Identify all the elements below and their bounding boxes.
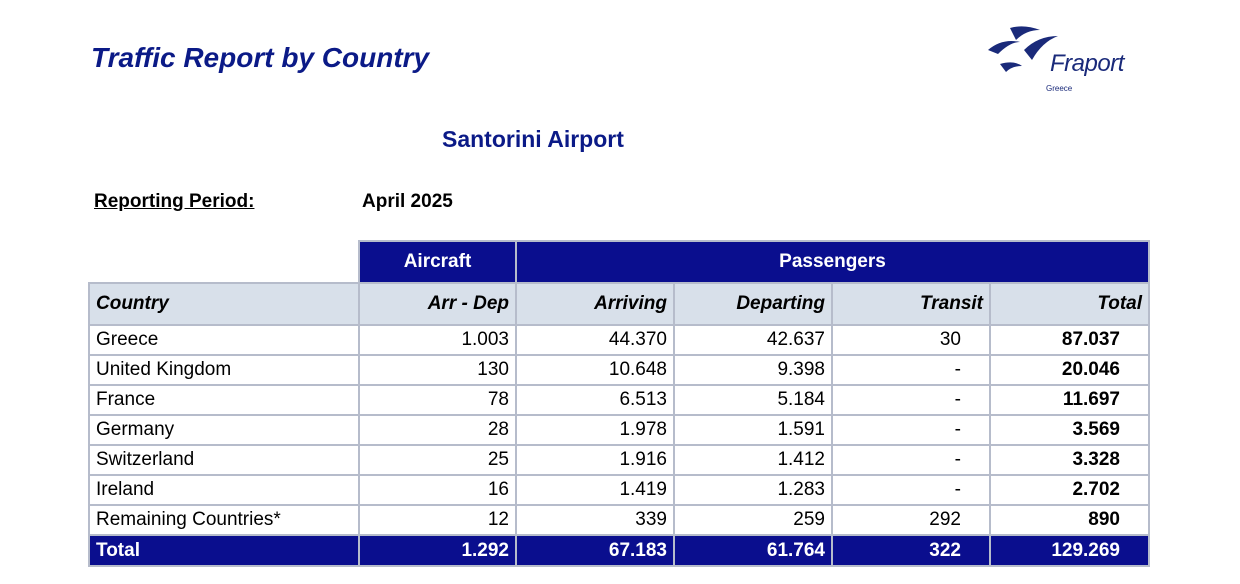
cell-transit: 292 xyxy=(832,505,990,535)
cell-country: Switzerland xyxy=(89,445,359,475)
total-total: 129.269 xyxy=(990,535,1149,566)
cell-country: Ireland xyxy=(89,475,359,505)
cell-country: Greece xyxy=(89,325,359,355)
cell-transit: - xyxy=(832,385,990,415)
traffic-table xyxy=(88,240,1148,561)
cell-arriving: 6.513 xyxy=(516,385,674,415)
cell-departing: 5.184 xyxy=(674,385,832,415)
cell-total: 11.697 xyxy=(990,385,1149,415)
cell-transit: 30 xyxy=(832,325,990,355)
group-header-passengers: Passengers xyxy=(516,241,1149,283)
total-arriving: 67.183 xyxy=(516,535,674,566)
fraport-logo xyxy=(980,20,1140,96)
table-group-header xyxy=(89,241,1149,283)
cell-arriving: 1.916 xyxy=(516,445,674,475)
cell-country: United Kingdom xyxy=(89,355,359,385)
report-title: Traffic Report by Country xyxy=(91,42,430,73)
cell-arriving: 44.370 xyxy=(516,325,674,355)
total-departing: 61.764 xyxy=(674,535,832,566)
cell-country: Germany xyxy=(89,415,359,445)
cell-departing: 42.637 xyxy=(674,325,832,355)
cell-departing: 1.283 xyxy=(674,475,832,505)
cell-arriving: 1.419 xyxy=(516,475,674,505)
column-header-arr-dep: Arr - Dep xyxy=(359,283,516,325)
cell-departing: 1.412 xyxy=(674,445,832,475)
column-header-arriving: Arriving xyxy=(516,283,674,325)
table-total-row xyxy=(89,535,1149,566)
table-column-header xyxy=(89,283,1149,325)
cell-arr-dep: 16 xyxy=(359,475,516,505)
cell-arriving: 10.648 xyxy=(516,355,674,385)
cell-arr-dep: 25 xyxy=(359,445,516,475)
cell-arr-dep: 78 xyxy=(359,385,516,415)
cell-arriving: 339 xyxy=(516,505,674,535)
cell-total: 2.702 xyxy=(990,475,1149,505)
table-row xyxy=(89,415,1149,445)
cell-transit: - xyxy=(832,475,990,505)
cell-total: 3.328 xyxy=(990,445,1149,475)
cell-departing: 9.398 xyxy=(674,355,832,385)
table-row xyxy=(89,475,1149,505)
table-row xyxy=(89,505,1149,535)
total-label: Total xyxy=(89,535,359,566)
table-row xyxy=(89,385,1149,415)
cell-transit: - xyxy=(832,445,990,475)
cell-arr-dep: 12 xyxy=(359,505,516,535)
total-arr-dep: 1.292 xyxy=(359,535,516,566)
cell-arr-dep: 1.003 xyxy=(359,325,516,355)
column-header-total: Total xyxy=(990,283,1149,325)
column-header-departing: Departing xyxy=(674,283,832,325)
table-row xyxy=(89,325,1149,355)
logo-brand: Fraport xyxy=(1050,50,1124,77)
cell-country: Remaining Countries* xyxy=(89,505,359,535)
cell-total: 890 xyxy=(990,505,1149,535)
group-header-aircraft: Aircraft xyxy=(359,241,516,283)
cell-total: 87.037 xyxy=(990,325,1149,355)
cell-transit: - xyxy=(832,415,990,445)
cell-arr-dep: 130 xyxy=(359,355,516,385)
cell-country: France xyxy=(89,385,359,415)
table-row xyxy=(89,355,1149,385)
cell-arr-dep: 28 xyxy=(359,415,516,445)
table-row xyxy=(89,445,1149,475)
cell-total: 3.569 xyxy=(990,415,1149,445)
airport-name: Santorini Airport xyxy=(442,126,624,152)
total-transit: 322 xyxy=(832,535,990,566)
cell-arriving: 1.978 xyxy=(516,415,674,445)
column-header-transit: Transit xyxy=(832,283,990,325)
cell-transit: - xyxy=(832,355,990,385)
cell-departing: 259 xyxy=(674,505,832,535)
cell-departing: 1.591 xyxy=(674,415,832,445)
logo-subtitle: Greece xyxy=(1046,84,1073,93)
column-header-country: Country xyxy=(89,283,359,325)
group-header-blank xyxy=(89,241,359,283)
cell-total: 20.046 xyxy=(990,355,1149,385)
reporting-period-label: Reporting Period: xyxy=(94,191,255,212)
reporting-period-value: April 2025 xyxy=(362,191,453,212)
